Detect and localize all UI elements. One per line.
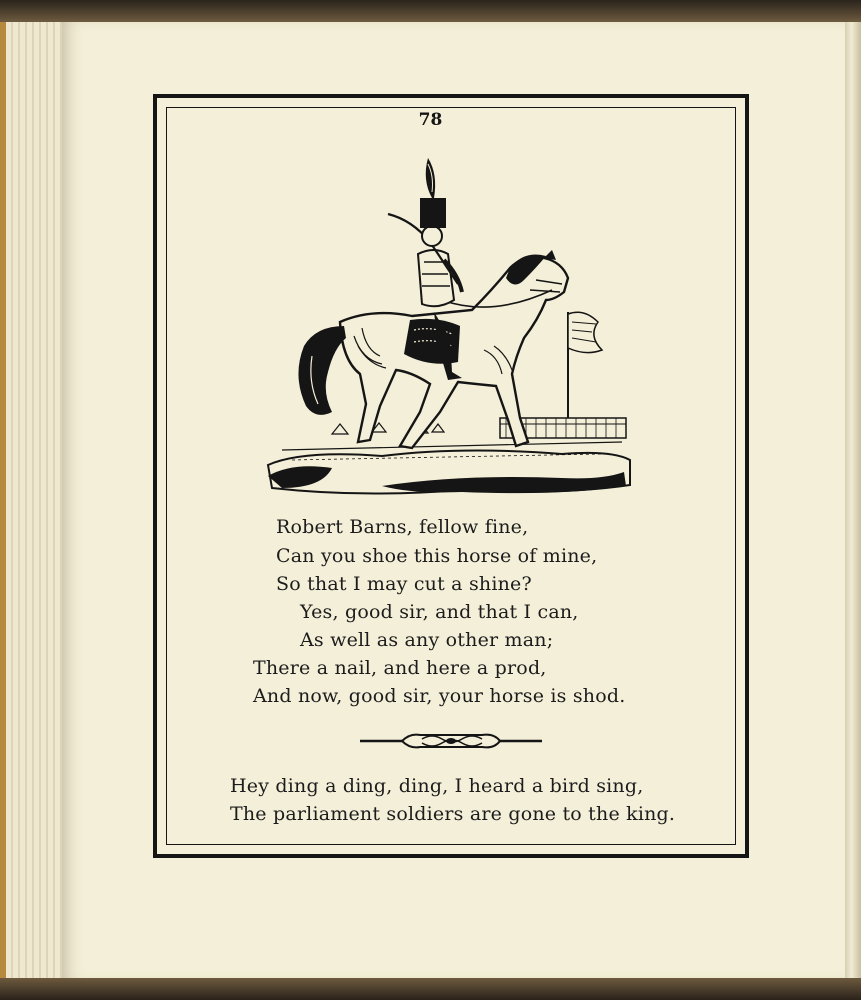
page-number: 78 bbox=[418, 110, 443, 130]
poem1-line-5: As well as any other man; bbox=[300, 629, 554, 651]
poem1-line-3: So that I may cut a shine? bbox=[276, 573, 532, 595]
book-bottom-edge bbox=[0, 978, 861, 1000]
poem1-line-7: And now, good sir, your horse is shod. bbox=[253, 685, 626, 707]
book-right-edge bbox=[845, 22, 861, 980]
poem2-line-1: Hey ding a ding, ding, I heard a bird sing, bbox=[230, 775, 644, 797]
poem2-line-2: The parliament soldiers are gone to the king. bbox=[230, 803, 676, 825]
poem1-line-1: Robert Barns, fellow fine, bbox=[276, 516, 529, 538]
poem1-line-4: Yes, good sir, and that I can, bbox=[300, 601, 579, 623]
poem1-line-2: Can you shoe this horse of mine, bbox=[276, 545, 598, 567]
poem1-line-6: There a nail, and here a prod, bbox=[253, 657, 547, 679]
ornamental-divider-icon bbox=[360, 729, 542, 753]
woodcut-mounted-soldier-icon bbox=[262, 150, 634, 500]
